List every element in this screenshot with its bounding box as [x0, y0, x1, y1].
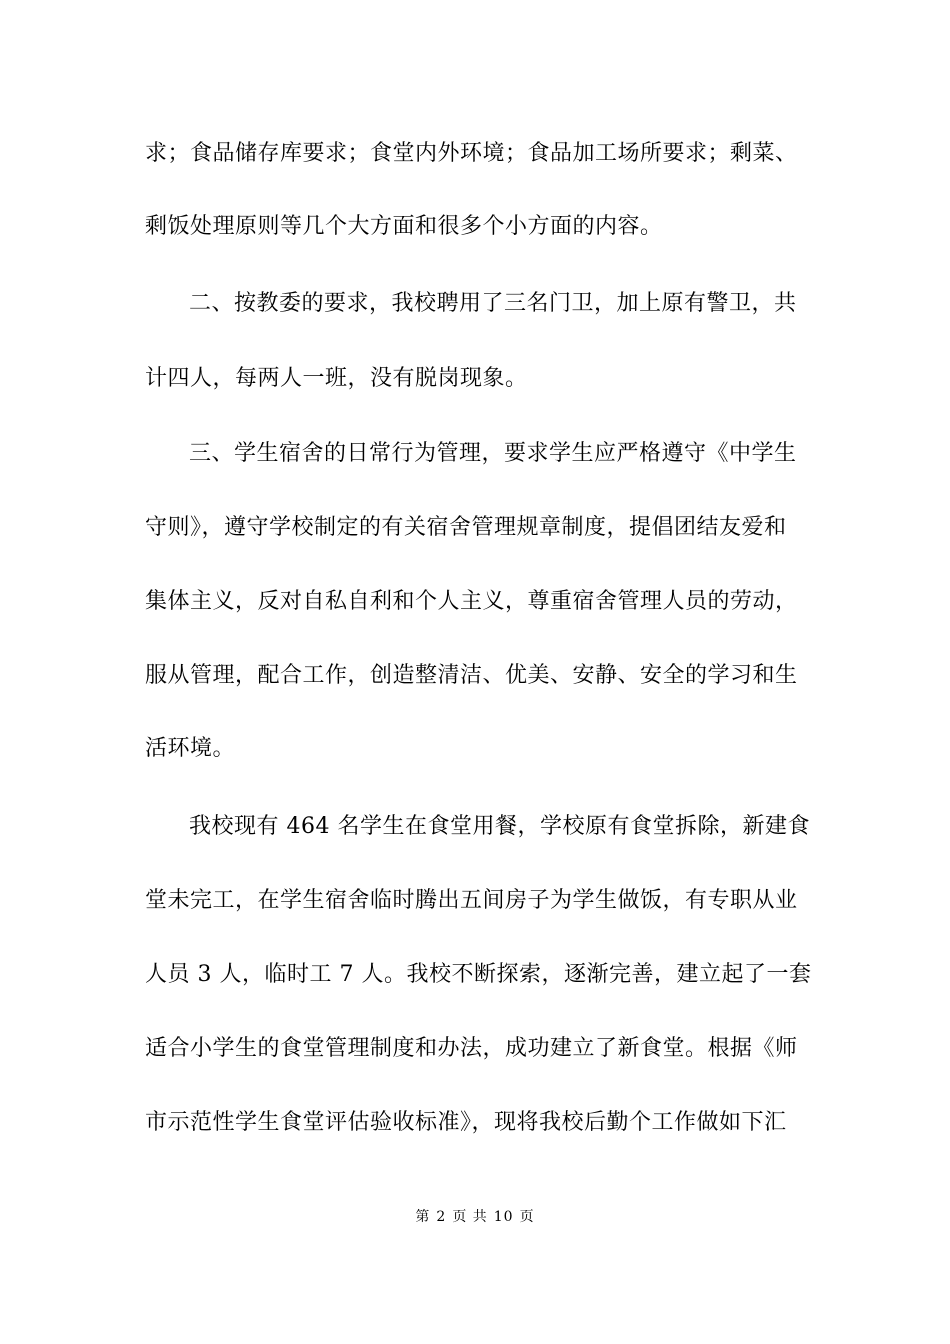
- page-total: 10: [493, 1209, 514, 1225]
- body-text-line: 适合小学生的食堂管理制度和办法，成功建立了新食堂。根据《师: [145, 1036, 798, 1061]
- body-text-line: 计四人，每两人一班，没有脱岗现象。: [145, 366, 528, 391]
- body-text-line: 守则》，遵守学校制定的有关宿舍管理规章制度，提倡团结友爱和: [145, 515, 787, 540]
- body-text-line: 集体主义，反对自私自利和个人主义，尊重宿舍管理人员的劳动，: [145, 589, 798, 614]
- page-label-prefix: 第: [415, 1209, 431, 1225]
- body-text-line: 人员 3 人，临时工 7 人。我校不断探索，逐渐完善，建立起了一套: [145, 962, 812, 987]
- paragraph-4-line: 我校现有 464 名学生在食堂用餐，学校原有食堂拆除，新建食: [189, 814, 810, 839]
- page-current: 2: [436, 1209, 447, 1225]
- page-label-suffix: 页: [519, 1209, 535, 1225]
- page-label-mid: 页 共: [452, 1209, 488, 1225]
- body-text-line: 市示范性学生食堂评估验收标准》，现将我校后勤个工作做如下汇: [145, 1110, 787, 1135]
- body-text-line: 求；食品储存库要求；食堂内外环境；食品加工场所要求；剩菜、: [145, 141, 798, 166]
- paragraph-3-line: 三、学生宿舍的日常行为管理，要求学生应严格遵守《中学生: [189, 441, 797, 466]
- body-text-line: 服从管理，配合工作，创造整清洁、优美、安静、安全的学习和生: [145, 663, 798, 688]
- body-text-line: 活环境。: [145, 736, 236, 761]
- body-text-line: 堂未完工，在学生宿舍临时腾出五间房子为学生做饭，有专职从业: [145, 888, 798, 913]
- paragraph-2-line: 二、按教委的要求，我校聘用了三名门卫，加上原有警卫，共: [189, 291, 797, 316]
- page-footer: [0, 1208, 950, 1226]
- body-text-line: 剩饭处理原则等几个大方面和很多个小方面的内容。: [145, 214, 663, 239]
